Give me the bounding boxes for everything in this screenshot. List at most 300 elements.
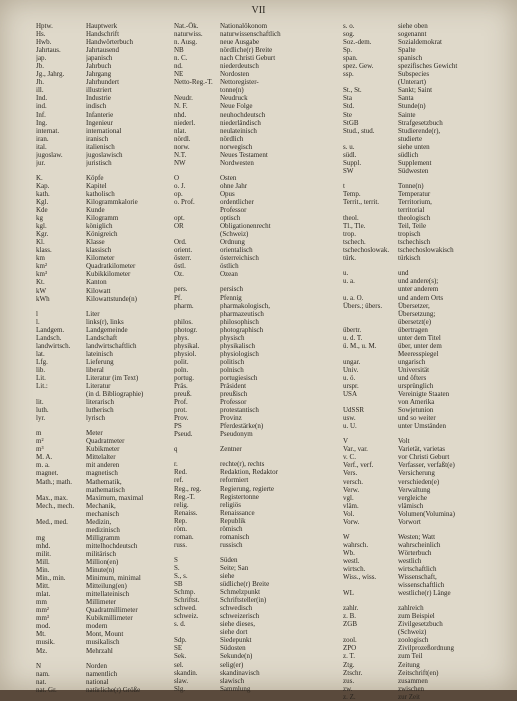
- abbreviation-entry: [36, 478, 154, 486]
- abbreviation: Reg., reg.: [174, 484, 202, 493]
- abbreviation: nam.: [36, 669, 50, 678]
- expansion: Obligationenrecht: [220, 222, 271, 231]
- abbreviation-entry: [36, 38, 154, 46]
- expansion: Meeresspiegel: [398, 349, 439, 358]
- abbreviation-entry: [36, 461, 154, 469]
- abbreviation: iran.: [36, 134, 49, 143]
- abbreviation: poln.: [174, 365, 189, 374]
- abbreviation-entry: [36, 22, 154, 30]
- expansion: Sekunde(n): [220, 652, 253, 661]
- abbreviation-entry: [174, 174, 342, 182]
- abbreviation: nd.: [174, 62, 183, 71]
- expansion: tschechoslowakisch: [398, 246, 454, 255]
- expansion: Professor: [220, 398, 247, 407]
- abbreviation-entry: [36, 574, 154, 582]
- expansion: nördlich: [220, 134, 244, 143]
- expansion: und so weiter: [398, 414, 436, 423]
- abbreviation-entry: [343, 652, 503, 660]
- abbreviation-entry: [36, 198, 154, 206]
- expansion: Vereinigte Staaten: [398, 390, 450, 399]
- expansion: Südosten: [220, 644, 246, 653]
- abbreviation-entry: [36, 295, 154, 303]
- abbreviation-entry: [36, 190, 154, 198]
- abbreviation: sog.: [343, 30, 355, 39]
- abbreviation-entry: [174, 238, 342, 246]
- expansion: katholisch: [86, 189, 115, 198]
- abbreviation-entry: [36, 510, 154, 518]
- expansion: norwegisch: [220, 142, 253, 151]
- abbreviation-entry: [174, 358, 342, 366]
- expansion: Teil, Teile: [398, 222, 427, 231]
- abbreviation: Std.: [343, 102, 355, 111]
- expansion: siehe dort: [220, 628, 248, 637]
- abbreviation-column-1: [36, 22, 154, 694]
- expansion: polnisch: [220, 365, 244, 374]
- abbreviation-entry: [343, 190, 503, 198]
- expansion: Tonne(n): [398, 181, 424, 190]
- abbreviation-entry: [36, 94, 154, 102]
- abbreviation-entry: [343, 502, 503, 510]
- abbreviation: nlat.: [174, 126, 187, 135]
- abbreviation-entry: [343, 111, 503, 119]
- abbreviation-entry: [174, 127, 342, 135]
- expansion: slawisch: [220, 676, 245, 685]
- expansion: wirtschaftlich: [398, 565, 437, 573]
- abbreviation-entry: [174, 78, 342, 86]
- abbreviation-entry: [36, 558, 154, 566]
- abbreviation: Kde: [36, 206, 48, 215]
- expansion: Zeitung: [398, 660, 420, 669]
- expansion: Neudruck: [220, 94, 248, 103]
- expansion: (Schweiz): [220, 230, 249, 239]
- expansion: zum Teil: [398, 652, 423, 661]
- abbreviation-entry: [174, 246, 342, 254]
- expansion: unter Umständen: [398, 422, 447, 431]
- abbreviation: N. F.: [174, 102, 188, 111]
- abbreviation: PS: [174, 422, 182, 431]
- abbreviation-entry: [36, 437, 154, 445]
- abbreviation-entry: [36, 366, 154, 374]
- abbreviation-entry: [174, 151, 342, 159]
- abbreviation-entry: [343, 358, 503, 366]
- abbreviation-entry: [36, 390, 154, 398]
- abbreviation-entry: [174, 135, 342, 143]
- abbreviation: zahlr.: [343, 604, 359, 613]
- abbreviation: luth.: [36, 406, 49, 415]
- expansion: neulateinisch: [220, 126, 257, 135]
- expansion: Millimeter: [86, 598, 116, 607]
- abbreviation-entry: [343, 669, 503, 677]
- expansion: Medizin,: [86, 517, 112, 526]
- abbreviation-entry: [343, 46, 503, 54]
- abbreviation-entry: [36, 174, 154, 182]
- abbreviation-entry: [36, 638, 154, 646]
- expansion: Nordosten: [220, 70, 250, 79]
- expansion: reformiert: [220, 476, 249, 485]
- abbreviation-entry: [343, 206, 503, 214]
- abbreviation-entry: [174, 620, 342, 628]
- abbreviation-entry: [174, 270, 342, 278]
- abbreviation-entry: [174, 541, 342, 549]
- abbreviation-entry: [36, 614, 154, 622]
- expansion: klassisch: [86, 246, 112, 255]
- expansion: Ordnung: [220, 238, 245, 247]
- abbreviation: zool.: [343, 636, 357, 645]
- abbreviation-entry: [343, 541, 503, 549]
- abbreviation: Kt.: [36, 278, 45, 287]
- abbreviation: mg: [36, 533, 45, 542]
- expansion: links(r), links: [86, 317, 124, 326]
- abbreviation-entry: [343, 182, 503, 190]
- abbreviation-entry: [343, 374, 503, 382]
- expansion: zusammen: [398, 676, 428, 685]
- expansion: theologisch: [398, 214, 431, 223]
- group-spacer: [36, 422, 154, 429]
- abbreviation: südl.: [343, 150, 357, 159]
- abbreviation: o. Prof.: [174, 197, 195, 206]
- abbreviation-entry: [36, 238, 154, 246]
- abbreviation: O: [174, 173, 180, 182]
- abbreviation-entry: [36, 534, 154, 542]
- abbreviation-entry: [343, 159, 503, 167]
- abbreviation: Ste: [343, 110, 352, 119]
- expansion: Zentner: [220, 445, 242, 454]
- abbreviation: Übers.; übers.: [343, 301, 383, 310]
- abbreviation-entry: [36, 374, 154, 382]
- expansion: pharmakologisch,: [220, 301, 270, 310]
- abbreviation: Sek.: [174, 652, 187, 661]
- abbreviation: wirtsch.: [343, 565, 366, 573]
- abbreviation-entry: [36, 486, 154, 494]
- abbreviation-entry: [174, 485, 342, 493]
- abbreviation-entry: [343, 406, 503, 414]
- expansion: Industrie: [86, 94, 111, 103]
- abbreviation: milit.: [36, 549, 51, 558]
- expansion: Meter: [86, 429, 103, 438]
- abbreviation: u. ö.: [343, 373, 356, 382]
- abbreviation: schweiz.: [174, 612, 199, 621]
- abbreviation: K.: [36, 173, 43, 182]
- abbreviation-entry: [174, 62, 342, 70]
- abbreviation: theol.: [343, 214, 359, 223]
- expansion: indisch: [86, 102, 107, 111]
- abbreviation: Sdp.: [174, 636, 187, 645]
- abbreviation-entry: [36, 358, 154, 366]
- abbreviation-entry: [36, 445, 154, 453]
- abbreviation: niederl.: [174, 118, 196, 127]
- expansion: Million(en): [86, 558, 119, 566]
- abbreviation-entry: [343, 135, 503, 143]
- expansion: östlich: [220, 262, 239, 271]
- abbreviation: Mech., mech.: [36, 501, 75, 510]
- expansion: lutherisch: [86, 406, 114, 415]
- expansion: Temperatur: [398, 189, 431, 198]
- abbreviation-entry: [174, 580, 342, 588]
- abbreviation-entry: [36, 102, 154, 110]
- expansion: Literatur: [86, 382, 111, 391]
- abbreviation-entry: [36, 662, 154, 670]
- abbreviation-entry: [174, 302, 342, 310]
- abbreviation: Reg.-T.: [174, 492, 195, 501]
- abbreviation: Temp.: [343, 189, 361, 198]
- abbreviation: jap.: [36, 54, 47, 63]
- abbreviation: km³: [36, 270, 48, 279]
- abbreviation: Vol.: [343, 509, 355, 518]
- abbreviation: [174, 86, 220, 94]
- abbreviation: ital.: [36, 142, 47, 151]
- abbreviation-entry: [36, 453, 154, 461]
- abbreviation: NE: [174, 70, 184, 79]
- abbreviation-entry: [174, 294, 342, 302]
- abbreviation: [174, 206, 220, 214]
- abbreviation: nördl.: [174, 134, 191, 143]
- abbreviation: klass.: [36, 246, 52, 255]
- expansion: Opus: [220, 189, 235, 198]
- expansion: schwedisch: [220, 604, 253, 613]
- abbreviation-entry: [343, 612, 503, 620]
- abbreviation-entry: [343, 636, 503, 644]
- abbreviation-entry: [343, 589, 503, 597]
- abbreviation: [36, 486, 86, 494]
- expansion: illustriert: [86, 86, 112, 95]
- abbreviation: kWh: [36, 294, 50, 303]
- expansion: Provinz: [220, 414, 242, 423]
- abbreviation: röm.: [174, 524, 188, 533]
- abbreviation-entry: [343, 437, 503, 445]
- expansion: Universität: [398, 365, 430, 374]
- expansion: preußisch: [220, 390, 248, 399]
- abbreviation: v. C.: [343, 453, 356, 462]
- abbreviation-entry: [174, 38, 342, 46]
- abbreviation: landwirtsch.: [36, 341, 71, 350]
- abbreviation-entry: [36, 159, 154, 167]
- abbreviation-entry: [174, 30, 342, 38]
- expansion: pharmazeutisch: [220, 309, 264, 318]
- expansion: neuhochdeutsch: [220, 110, 266, 119]
- abbreviation: Lfg.: [36, 357, 48, 366]
- abbreviation-entry: [36, 526, 154, 534]
- abbreviation-entry: [174, 669, 342, 677]
- abbreviation: N.T.: [174, 150, 187, 159]
- abbreviation: Math.; math.: [36, 477, 72, 486]
- abbreviation: Inf.: [36, 110, 46, 119]
- abbreviation: österr.: [174, 254, 192, 263]
- abbreviation: Sta: [343, 94, 352, 103]
- abbreviation-entry: [174, 94, 342, 102]
- expansion: Neues Testament: [220, 150, 268, 159]
- abbreviation-entry: [36, 30, 154, 38]
- expansion: Supplement: [398, 158, 432, 167]
- abbreviation: polit.: [174, 357, 189, 366]
- expansion: Maximum, maximal: [86, 493, 144, 502]
- expansion: Sankt; Saint: [398, 86, 433, 95]
- abbreviation: S.: [174, 563, 180, 572]
- abbreviation: [343, 206, 398, 214]
- abbreviation: Pf.: [174, 293, 182, 302]
- abbreviation: Vorw.: [343, 517, 360, 526]
- expansion: Volt: [398, 437, 410, 446]
- expansion: Norden: [86, 661, 107, 670]
- expansion: Renaissance: [220, 508, 255, 517]
- abbreviation-entry: [36, 270, 154, 278]
- abbreviation: Med., med.: [36, 517, 68, 526]
- abbreviation-entry: [36, 246, 154, 254]
- expansion: vor Christi Geburt: [398, 453, 450, 462]
- expansion: Pseudonym: [220, 430, 253, 439]
- expansion: Redaktion, Redaktor: [220, 468, 278, 477]
- expansion: Zivilprozeßordnung: [398, 644, 454, 653]
- expansion: ungarisch: [398, 357, 426, 366]
- abbreviation: o. J.: [174, 181, 186, 190]
- abbreviation: z. Z.: [343, 692, 356, 701]
- abbreviation: norw.: [174, 142, 190, 151]
- expansion: vlämisch: [398, 501, 424, 510]
- expansion: mathematisch: [86, 485, 125, 494]
- abbreviation: m. a.: [36, 461, 50, 470]
- abbreviation-entry: [174, 628, 342, 636]
- abbreviation-entry: [36, 678, 154, 686]
- abbreviation: Mitt.: [36, 582, 50, 591]
- expansion: ohne Jahr: [220, 181, 248, 190]
- group-spacer: [343, 597, 503, 604]
- abbreviation-entry: [343, 581, 503, 589]
- expansion: Republik: [220, 516, 246, 525]
- abbreviation: zw.: [343, 684, 353, 693]
- abbreviation-entry: [36, 494, 154, 502]
- abbreviation-entry: [36, 647, 154, 655]
- abbreviation: S: [174, 555, 178, 564]
- group-spacer: [174, 167, 342, 174]
- group-spacer: [36, 303, 154, 310]
- abbreviation: OR: [174, 222, 184, 231]
- expansion: übertragen: [398, 325, 428, 334]
- group-spacer: [36, 655, 154, 662]
- abbreviation-entry: [343, 604, 503, 612]
- expansion: Jahrgang: [86, 70, 112, 79]
- abbreviation-entry: [36, 143, 154, 151]
- abbreviation: Jahrtaus.: [36, 46, 61, 55]
- abbreviation: Rep.: [174, 516, 188, 525]
- abbreviation: km²: [36, 262, 48, 271]
- expansion: religiös: [220, 500, 241, 509]
- abbreviation: türk.: [343, 254, 357, 263]
- abbreviation: portug.: [174, 373, 195, 382]
- expansion: (Schweiz): [398, 628, 427, 637]
- abbreviation-entry: [36, 469, 154, 477]
- expansion: südliche(r) Breite: [220, 580, 270, 589]
- expansion: Königreich: [86, 230, 118, 239]
- abbreviation-entry: [174, 334, 342, 342]
- abbreviation-column-3: [343, 22, 503, 701]
- expansion: Minute(n): [86, 566, 115, 575]
- expansion: international: [86, 126, 122, 135]
- abbreviation-entry: [343, 565, 503, 573]
- expansion: protestantisch: [220, 406, 259, 415]
- abbreviation-entry: [343, 269, 503, 277]
- expansion: mechanisch: [86, 509, 120, 518]
- abbreviation-entry: [174, 406, 342, 414]
- abbreviation: photogr.: [174, 325, 198, 334]
- abbreviation: WL: [343, 589, 354, 598]
- expansion: Varietät, varietas: [398, 445, 446, 454]
- group-spacer: [174, 549, 342, 556]
- expansion: juristisch: [86, 158, 112, 167]
- abbreviation-entry: [174, 588, 342, 596]
- abbreviation-entry: [174, 214, 342, 222]
- abbreviation-entry: [343, 693, 503, 701]
- expansion: römisch: [220, 524, 243, 533]
- abbreviation-entry: [174, 398, 342, 406]
- abbreviation: physiol.: [174, 349, 197, 358]
- abbreviation-entry: [174, 533, 342, 541]
- abbreviation: mm: [36, 598, 47, 607]
- expansion: Köpfe: [86, 173, 104, 182]
- abbreviation-entry: [36, 606, 154, 614]
- abbreviation-entry: [174, 572, 342, 580]
- abbreviation: naturwiss.: [174, 30, 203, 39]
- abbreviation: NB: [174, 46, 184, 55]
- expansion: Klasse: [86, 238, 105, 247]
- abbreviation: Suppl.: [343, 158, 362, 167]
- group-spacer: [36, 167, 154, 174]
- abbreviation: ZGB: [343, 620, 357, 629]
- expansion: jugoslawisch: [86, 150, 123, 159]
- expansion: Sammlung: [220, 684, 251, 693]
- abbreviation-entry: [343, 557, 503, 565]
- abbreviation: m³: [36, 445, 44, 454]
- expansion: Kubikmillimeter: [86, 614, 133, 623]
- abbreviation-entry: [36, 262, 154, 270]
- expansion: zum Beispiel: [398, 612, 435, 621]
- expansion: Kilometer: [86, 254, 115, 263]
- abbreviation: urspr.: [343, 382, 359, 391]
- abbreviation: u. a.: [343, 277, 355, 286]
- expansion: natürliche(r) Größe: [86, 685, 141, 694]
- abbreviation: V: [343, 437, 349, 446]
- abbreviation-entry: [343, 38, 503, 46]
- expansion: medizinisch: [86, 525, 120, 534]
- expansion: russisch: [220, 540, 243, 549]
- abbreviation: tschech.: [343, 238, 366, 247]
- abbreviation: internat.: [36, 126, 60, 135]
- expansion: politisch: [220, 357, 245, 366]
- expansion: Kilowattstunde(n): [86, 294, 137, 303]
- abbreviation: mm²: [36, 606, 49, 615]
- abbreviation-entry: [36, 214, 154, 222]
- expansion: (Unterart): [398, 78, 426, 87]
- abbreviation: roman.: [174, 532, 194, 541]
- abbreviation-entry: [343, 246, 503, 254]
- expansion: spanisch: [398, 54, 423, 63]
- abbreviation: Mz.: [36, 646, 48, 655]
- abbreviation-entry: [343, 294, 503, 302]
- expansion: unter anderem: [398, 285, 439, 294]
- abbreviation-entry: [343, 54, 503, 62]
- abbreviation-entry: [343, 685, 503, 693]
- abbreviation-entry: [174, 636, 342, 644]
- abbreviation-entry: [36, 670, 154, 678]
- abbreviation: SB: [174, 580, 183, 589]
- abbreviation: S., s.: [174, 572, 188, 580]
- abbreviation: kath.: [36, 189, 50, 198]
- abbreviation-entry: [343, 326, 503, 334]
- abbreviation: Verw.: [343, 485, 360, 494]
- expansion: und andern Orts: [398, 293, 444, 302]
- abbreviation: Lit.: [36, 373, 46, 382]
- expansion: westliche(r) Länge: [398, 589, 451, 598]
- expansion: tonne(n): [220, 86, 244, 95]
- abbreviation-entry: [174, 102, 342, 110]
